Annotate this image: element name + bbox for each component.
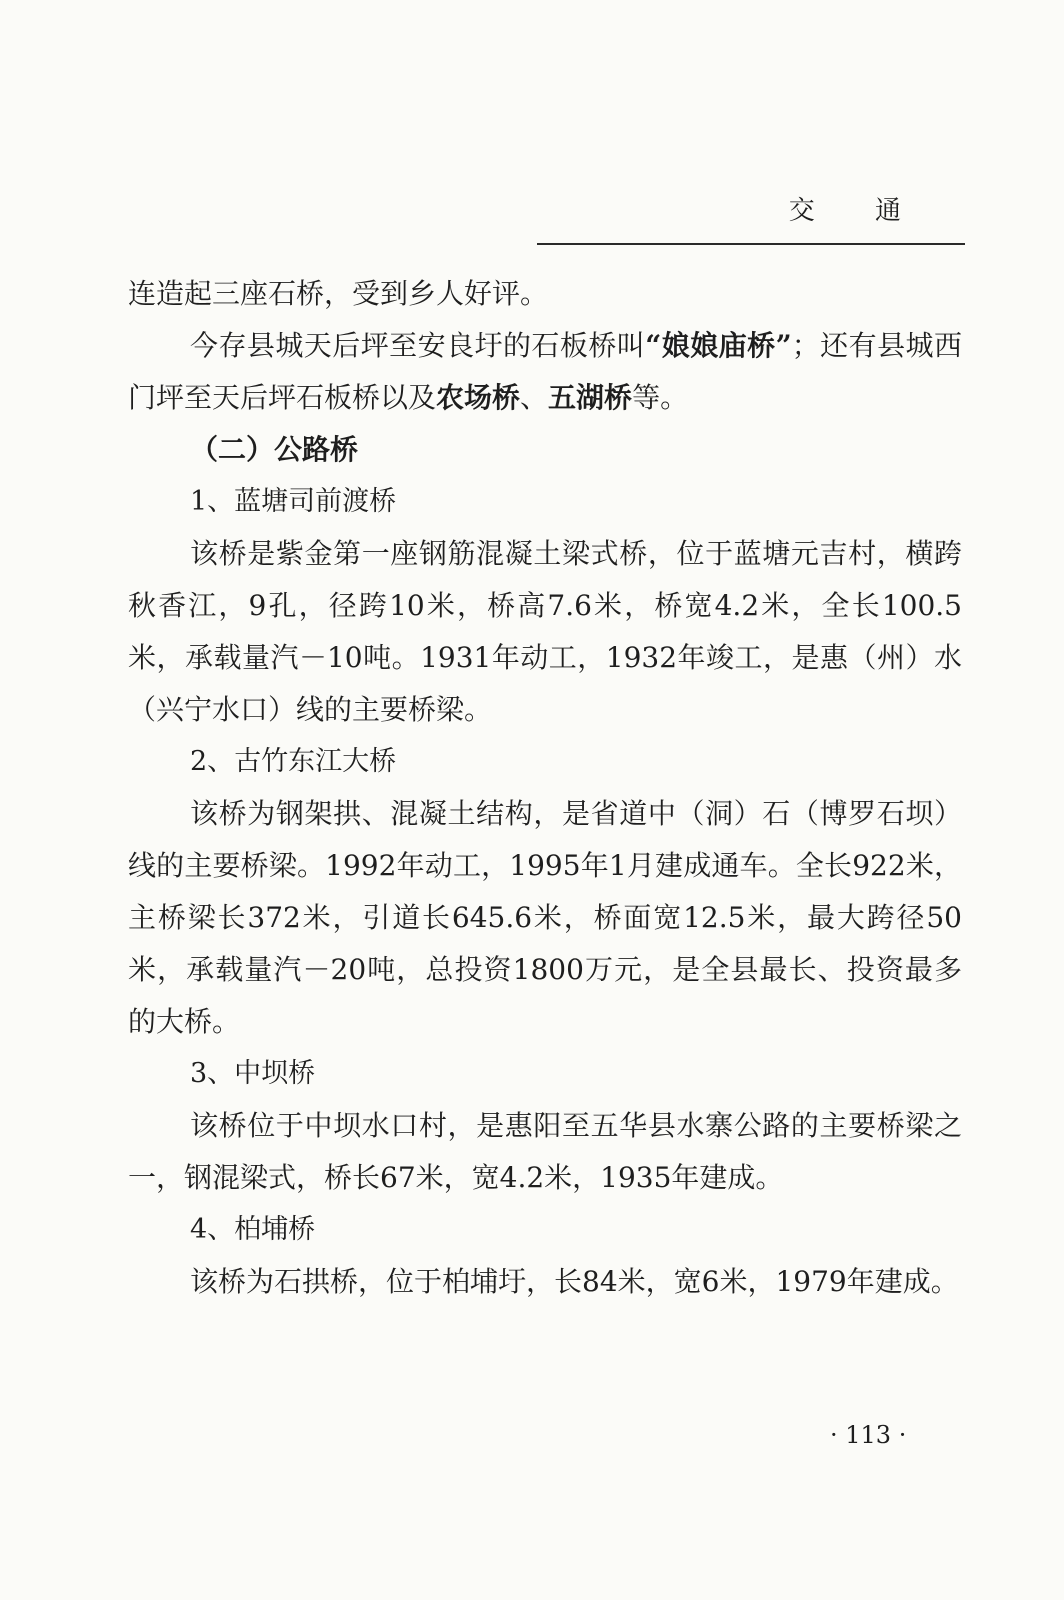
bridge-1-title: 1、蓝塘司前渡桥 xyxy=(190,486,397,517)
text-fragment: 、 xyxy=(520,381,549,414)
bridge-3-title: 3、中坝桥 xyxy=(190,1058,316,1089)
bridge-3-description: 该桥位于中坝水口村，是惠阳至五华县水寨公路的主要桥梁之一，钢混梁式，桥长67米，宽4.2米，1935年建成。 xyxy=(128,1109,962,1194)
bridge-4-title: 4、柏埔桥 xyxy=(190,1214,316,1245)
text-fragment: ；还有县城西门坪至天后坪石板桥以及 xyxy=(128,329,962,414)
bridge-4-description: 该桥为石拱桥，位于柏埔圩，长84米，宽6米，1979年建成。 xyxy=(190,1265,959,1298)
running-header xyxy=(537,195,965,245)
section-title: （二）公路桥 xyxy=(190,433,359,466)
text-fragment: 今存县城天后坪至安良圩的石板桥叫 xyxy=(190,329,646,362)
paragraph-existing-bridges xyxy=(128,320,962,424)
paragraph-continuation: 连造起三座石桥，受到乡人好评。 xyxy=(128,277,549,310)
bridge-2-description: 该桥为钢架拱、混凝土结构，是省道中（洞）石（博罗石坝）线的主要桥梁。1992年动工，1995年1月建成通车。全长922米，主桥梁长372米，引道长645.6米，桥面宽12.5米，最大跨径50米，承载量汽－20吨，总投资1800万元，是全县最长、投资最多的大桥。 xyxy=(128,797,962,1038)
bridge-1-description: 该桥是紫金第一座钢筋混凝土梁式桥，位于蓝塘元吉村，横跨秋香江，9孔，径跨10米，桥高7.6米，桥宽4.2米，全长100.5米，承载量汽－10吨。1931年动工，1932年竣工，是惠（州）水（兴宁水口）线的主要桥梁。 xyxy=(128,537,962,726)
text-fragment: 等。 xyxy=(632,381,689,414)
bridge-name-wuhu: 五湖桥 xyxy=(548,381,633,414)
bridge-name-niangniang: “娘娘庙桥” xyxy=(645,329,792,362)
header-title: 交 通 xyxy=(788,196,927,226)
page-number: · 113 · xyxy=(830,1421,907,1449)
bridge-2-title: 2、古竹东江大桥 xyxy=(190,746,397,777)
main-text xyxy=(128,268,962,1308)
bridge-name-nongchang: 农场桥 xyxy=(436,381,521,414)
